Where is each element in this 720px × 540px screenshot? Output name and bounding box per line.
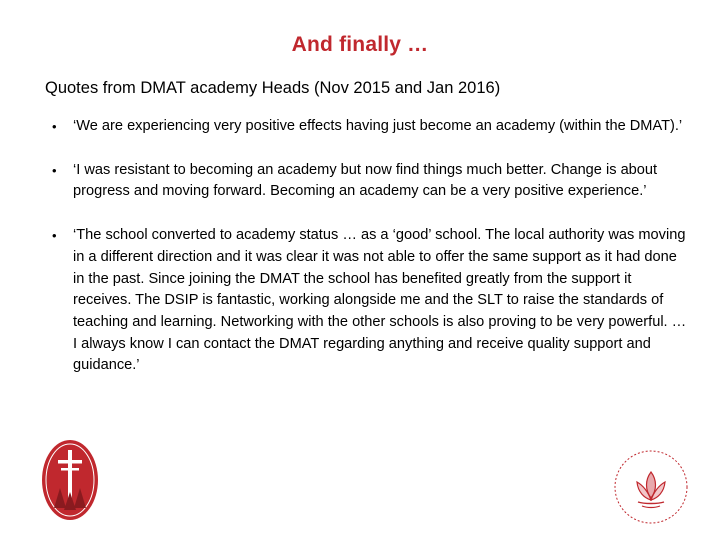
slide-subtitle: Quotes from DMAT academy Heads (Nov 2015 and Jan 2016) [45, 79, 501, 97]
bullet-icon: • [52, 119, 57, 134]
quote-text: ‘I was resistant to becoming an academy but now find things much better. Change is about progress and moving forward. Becoming an academy can be a very positive experience.’ [73, 161, 658, 200]
slide-title: And finally … [291, 33, 429, 56]
bullet-icon: • [52, 162, 57, 178]
quote-item [52, 160, 692, 203]
quote-list [52, 116, 692, 399]
quote-text: ‘The school converted to academy status … as a ‘good’ school. The local authority was moving in a different direction and it was clear it was not able to offer the same support as it had done in the past. Since joining the DMAT the school has benefited greatly from the support it receives. The DSIP is fantastic, working alongside me and the SLT to raise the standards of teaching and learning. Networking with the other schools is also proving to be very powerful. … I always know I can contact the DMAT regarding anything and receive quality support and guidance.’ [73, 227, 687, 374]
quote-item [52, 116, 692, 138]
bullet-icon: • [52, 228, 57, 244]
quote-text: ‘We are experiencing very positive effects having just become an academy (within the DMAT).’ [73, 118, 683, 134]
quote-item [52, 225, 692, 377]
diocese-cross-crest-icon [40, 438, 100, 522]
diocese-of-coventry-lotus-icon [612, 448, 690, 526]
